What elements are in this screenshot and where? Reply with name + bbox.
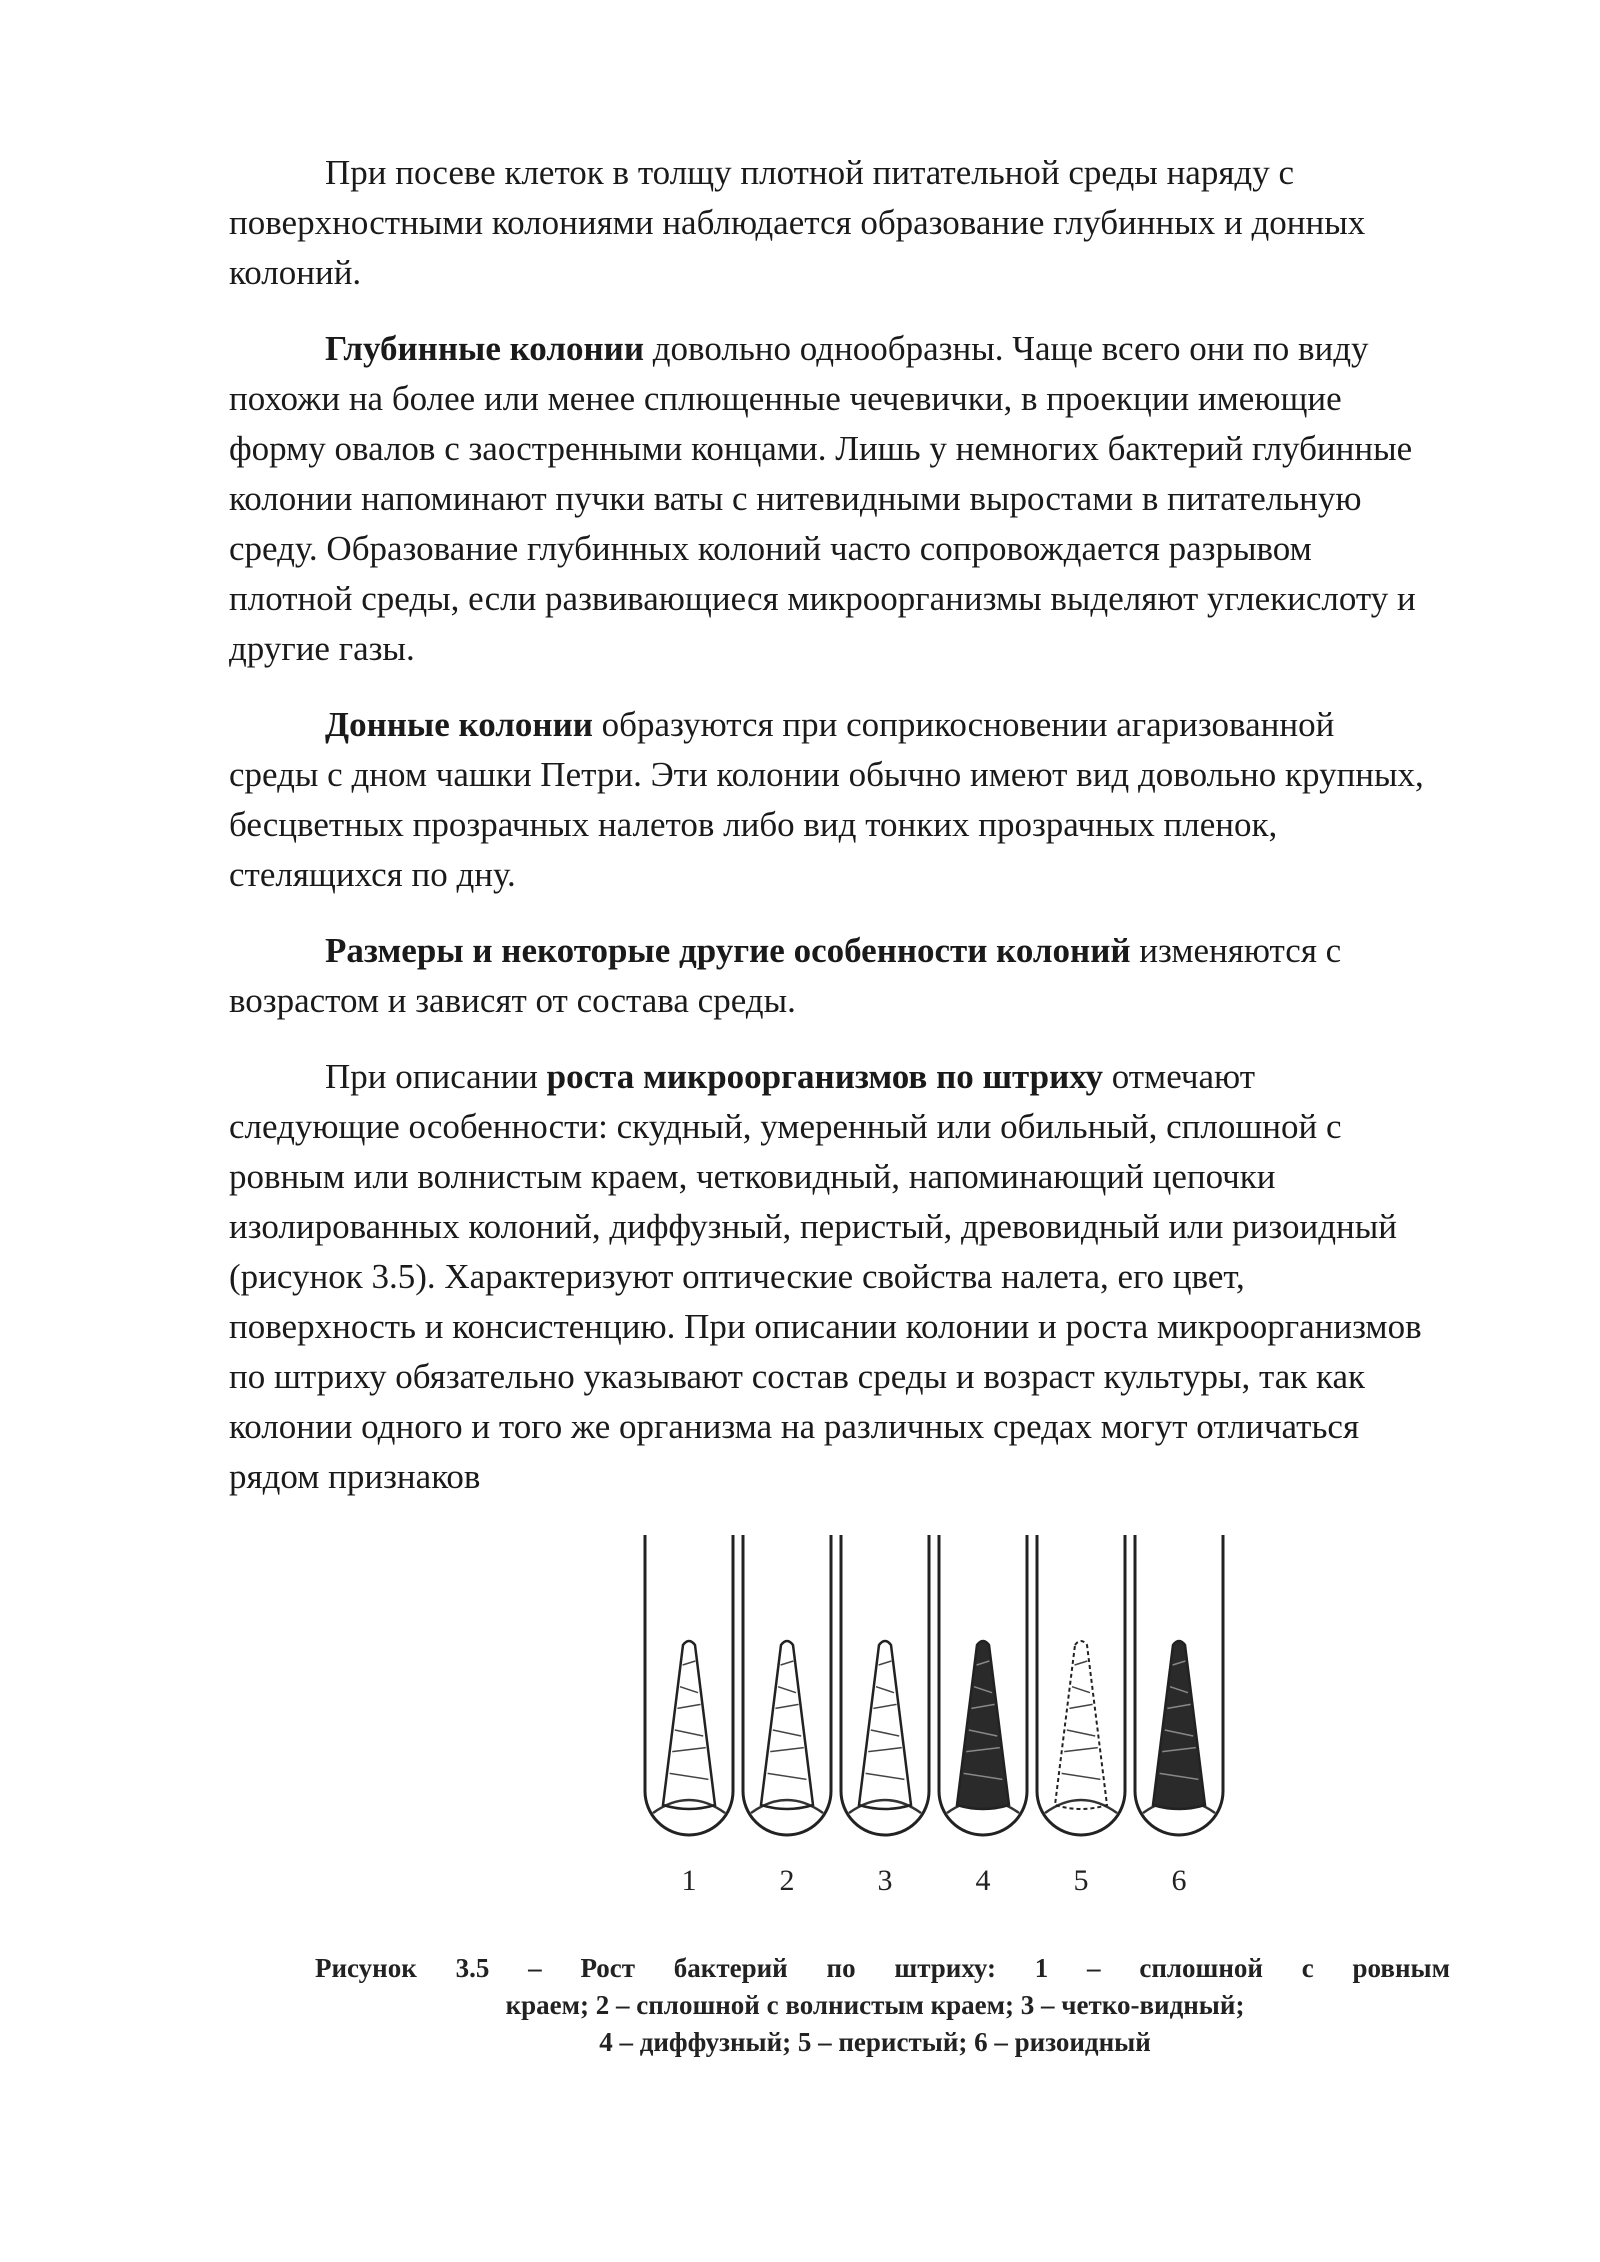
text-run: отмечают следующие особенности: скудный, умеренный или обильный, сплошной с ровным или волнистым краем, четковидный, напоминающий цепочки изолированных колоний, диффузный, перистый, древовидный или ризоидный (рисунок 3.5). Характеризуют оптические свойства налета, его цвет, поверхность и консистенцию. При описании колонии и роста микроорганизмов по штриху обязательно указывают состав среды и возраст культуры, так как колонии одного и того же организма на различных средах могут отличаться рядом признаков [229,1057,1422,1496]
test-tube-2 [743,1535,831,1897]
paragraph-4 [229,926,1429,1026]
tube-label-6: 6 [1171,1864,1187,1897]
text-run: довольно однообразны. Чаще всего они по виду похожи на более или менее сплющенные чечевички, в проекции имеющие форму овалов с заостренными концами. Лишь у немногих бактерий глубинные колонии напоминают пучки ваты с нитевидными выростами в питательную среду. Образование глубинных колоний часто сопровождается разрывом плотной среды, если развивающиеся микроорганизмы выделяют углекислоту и другие газы. [229,329,1416,668]
paragraph-3 [229,700,1429,900]
figure-caption [300,1950,1450,2061]
tube-label-3: 3 [877,1864,893,1897]
test-tubes-illustration [630,1530,1230,1910]
text-run: При описании [325,1057,547,1096]
test-tube-6 [1135,1535,1223,1897]
tube-label-2: 2 [779,1864,795,1897]
caption-line-1: Рисунок 3.5 – Рост бактерий по штриху: 1 – сплошной с ровным [315,1953,1450,1983]
text-run: образуются при соприкосновении агаризованной среды с дном чашки Петри. Эти колонии обычно имеют вид довольно крупных, бесцветных прозрачных налетов либо вид тонких прозрачных пленок, стелящихся по дну. [229,705,1424,894]
test-tube-1 [645,1535,733,1897]
paragraph-5 [229,1052,1429,1502]
bold-term: роста микроорганизмов по штриху [546,1057,1103,1096]
tube-label-5: 5 [1073,1864,1089,1897]
text-run: При посеве клеток в толщу плотной питательной среды наряду с поверхностными колониями наблюдается образование глубинных и донных колоний. [229,153,1366,292]
paragraph-2 [229,324,1429,674]
figure-test-tubes [630,1530,1230,1910]
bold-term: Глубинные колонии [325,329,644,368]
text-run: изменяются с возрастом и зависят от состава среды. [229,931,1342,1020]
paragraph-1 [229,148,1429,298]
test-tube-4 [939,1535,1027,1897]
test-tube-5 [1037,1535,1125,1897]
tube-label-4: 4 [975,1864,991,1897]
bold-term: Размеры и некоторые другие особенности колоний [325,931,1131,970]
caption-line-2: краем; 2 – сплошной с волнистым краем; 3 – четко-видный; [505,1990,1245,2020]
body-text [229,148,1429,1528]
tube-label-1: 1 [681,1864,697,1897]
caption-line-3: 4 – диффузный; 5 – перистый; 6 – ризоидный [599,2027,1151,2057]
test-tube-3 [841,1535,929,1897]
bold-term: Донные колонии [325,705,593,744]
